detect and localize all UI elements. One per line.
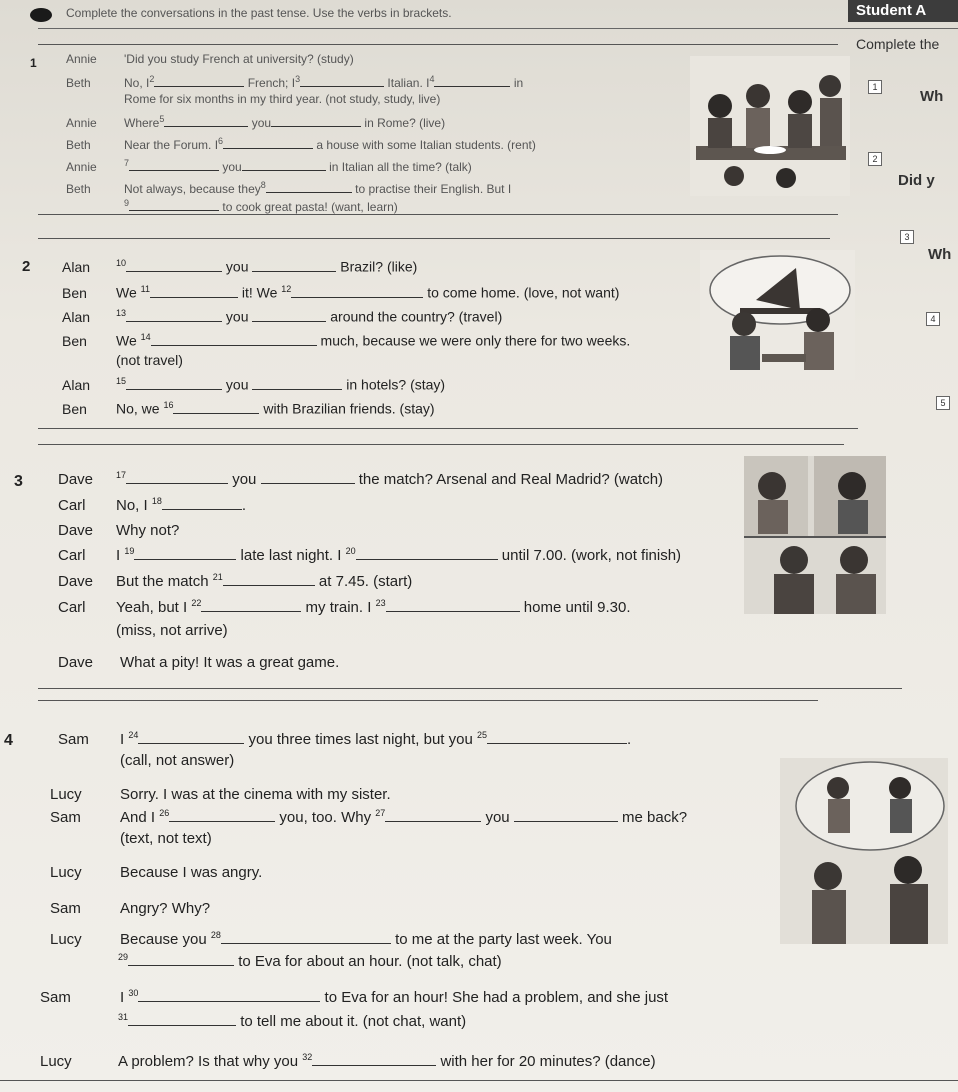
- conv4-line-8: Lucy Because you $^{28}$ to me at the party last week. You: [50, 930, 612, 948]
- illustration-brazil-friends: [700, 250, 855, 380]
- side-box-3: 3: [900, 230, 914, 244]
- conversation-4-number: 4: [4, 732, 13, 749]
- conv2-line-4: Ben We $^{14}$ much, because we were only there for two weeks.: [62, 332, 631, 349]
- conv4-line-6: Lucy Because I was angry.: [50, 864, 263, 881]
- conversation-2-number: 2: [22, 258, 31, 275]
- speaker: Annie: [66, 52, 97, 66]
- side-box-1: 1: [868, 80, 882, 94]
- conv4-line-11: $^{31}$ to tell me about it. (not chat, want): [118, 1012, 467, 1030]
- conv3-line-8: Dave What a pity! It was a great game.: [58, 654, 340, 671]
- answer-blank-10b[interactable]: [252, 259, 336, 272]
- answer-blank-21[interactable]: [223, 573, 315, 586]
- answer-blank-4[interactable]: [434, 74, 510, 87]
- answer-blank-23[interactable]: [386, 599, 520, 612]
- conv3-line-6: Carl Yeah, but I $^{22}$ my train. I $^{23}$ home until 9.30.: [58, 598, 631, 616]
- answer-blank-5b[interactable]: [271, 114, 361, 127]
- answer-blank-29[interactable]: [128, 953, 234, 966]
- answer-blank-3[interactable]: [300, 74, 384, 87]
- conv4-line-9: $^{29}$ to Eva for about an hour. (not talk, chat): [118, 952, 502, 970]
- side-box-5: 5: [936, 396, 950, 410]
- conv2-line-1: Alan $^{10}$ you Brazil? (like): [62, 258, 418, 275]
- answer-blank-31[interactable]: [128, 1013, 236, 1026]
- conv3-line-5: Dave But the match $^{21}$ at 7.45. (start): [58, 572, 413, 590]
- conv1-line-8: $^9$ to cook great pasta! (want, learn): [124, 198, 398, 214]
- conv1-line-1: Annie 'Did you study French at university? (study): [66, 52, 354, 66]
- conv4-line-10: Sam I $^{30}$ to Eva for an hour! She had a problem, and she just: [40, 988, 669, 1006]
- side-wh-2: Wh: [928, 246, 952, 263]
- conv2-line-7: Ben No, we $^{16}$ with Brazilian friends. (stay): [62, 400, 435, 417]
- illustration-party-dance: [780, 758, 948, 944]
- answer-blank-17[interactable]: [126, 471, 228, 484]
- conv4-line-4: Sam And I $^{26}$ you, too. Why $^{27}$ you me back?: [50, 808, 688, 826]
- answer-blank-10[interactable]: [126, 259, 222, 272]
- conv2-line-6: Alan $^{15}$ you in hotels? (stay): [62, 376, 446, 393]
- conv3-line-4: Carl I $^{19}$ late last night. I $^{20}$ until 7.00. (work, not finish): [58, 546, 682, 564]
- answer-blank-13b[interactable]: [252, 309, 326, 322]
- side-complete-the: Complete the: [856, 36, 940, 52]
- answer-blank-9[interactable]: [129, 198, 219, 211]
- answer-blank-22[interactable]: [201, 599, 301, 612]
- conv3-line-2: Carl No, I $^{18}$ .: [58, 496, 247, 514]
- illustration-football-fan: [744, 456, 886, 614]
- illustration-students-dinner: [690, 56, 850, 196]
- answer-blank-14[interactable]: [151, 333, 317, 346]
- answer-blank-19[interactable]: [134, 547, 236, 560]
- conv1-line-3: Rome for six months in my third year. (not study, study, live): [124, 92, 441, 106]
- answer-blank-8[interactable]: [266, 180, 352, 193]
- answer-blank-20[interactable]: [356, 547, 498, 560]
- instruction-text: Complete the conversations in the past tense. Use the verbs in brackets.: [66, 6, 452, 20]
- answer-blank-5[interactable]: [164, 114, 248, 127]
- answer-blank-26[interactable]: [169, 809, 275, 822]
- conv1-line-4: Annie Where$^5$ you in Rome? (live): [66, 114, 446, 130]
- answer-blank-11[interactable]: [150, 285, 238, 298]
- conv1-line-5: Beth Near the Forum. $I^6$ a house with some Italian students. (rent): [66, 136, 536, 152]
- side-did-y: Did y: [898, 172, 935, 189]
- conv4-line-2: (call, not answer): [120, 752, 235, 769]
- answer-blank-27[interactable]: [385, 809, 481, 822]
- conv3-line-1: Dave $^{17}$ you the match? Arsenal and Real Madrid? (watch): [58, 470, 664, 488]
- answer-blank-32[interactable]: [312, 1053, 436, 1066]
- answer-blank-27b[interactable]: [514, 809, 618, 822]
- conv1-line-7: Beth Not always, because they$^8$ to practise their English. But I: [66, 180, 512, 196]
- answer-blank-7b[interactable]: [242, 158, 326, 171]
- answer-blank-16[interactable]: [173, 401, 259, 414]
- bullet-icon: [30, 8, 52, 22]
- conv4-line-1: Sam I $^{24}$ you three times last night, but you $^{25}$ .: [58, 730, 632, 748]
- side-box-4: 4: [926, 312, 940, 326]
- answer-blank-17b[interactable]: [261, 471, 355, 484]
- conv4-line-3: Lucy Sorry. I was at the cinema with my sister.: [50, 786, 391, 803]
- conv3-line-7: (miss, not arrive): [116, 622, 228, 639]
- conversation-1-number: 1: [30, 56, 37, 70]
- conv3-line-3: Dave Why not?: [58, 522, 180, 539]
- answer-blank-15b[interactable]: [252, 377, 342, 390]
- conv4-line-7: Sam Angry? Why?: [50, 900, 211, 917]
- answer-blank-18[interactable]: [162, 497, 242, 510]
- conv1-line-2: Beth No, $I^2$ French; $I^3$ Italian. $I^4$ in: [66, 74, 524, 90]
- conv2-line-2: Ben We $^{11}$ it! We $^{12}$ to come home. (love, not want): [62, 284, 620, 301]
- conversation-3-number: 3: [14, 473, 23, 490]
- answer-blank-30[interactable]: [138, 989, 320, 1002]
- answer-blank-15[interactable]: [126, 377, 222, 390]
- side-box-2: 2: [868, 152, 882, 166]
- answer-blank-13[interactable]: [126, 309, 222, 322]
- conv2-line-3: Alan $^{13}$ you around the country? (travel): [62, 308, 503, 325]
- side-wh-1: Wh: [920, 88, 944, 105]
- answer-blank-2[interactable]: [154, 74, 244, 87]
- answer-blank-25[interactable]: [487, 731, 627, 744]
- answer-blank-24[interactable]: [138, 731, 244, 744]
- answer-blank-6[interactable]: [223, 136, 313, 149]
- answer-blank-12[interactable]: [291, 285, 423, 298]
- conv4-line-12: Lucy A problem? Is that why you $^{32}$ with her for 20 minutes? (dance): [40, 1052, 656, 1070]
- conv1-line-6: Annie $^7$ you in Italian all the time? (talk): [66, 158, 472, 174]
- conv4-line-5: (text, not text): [120, 830, 212, 847]
- conv2-line-5: (not travel): [116, 352, 183, 368]
- answer-blank-28[interactable]: [221, 931, 391, 944]
- student-a-label: Student A: [848, 0, 958, 22]
- answer-blank-7[interactable]: [129, 158, 219, 171]
